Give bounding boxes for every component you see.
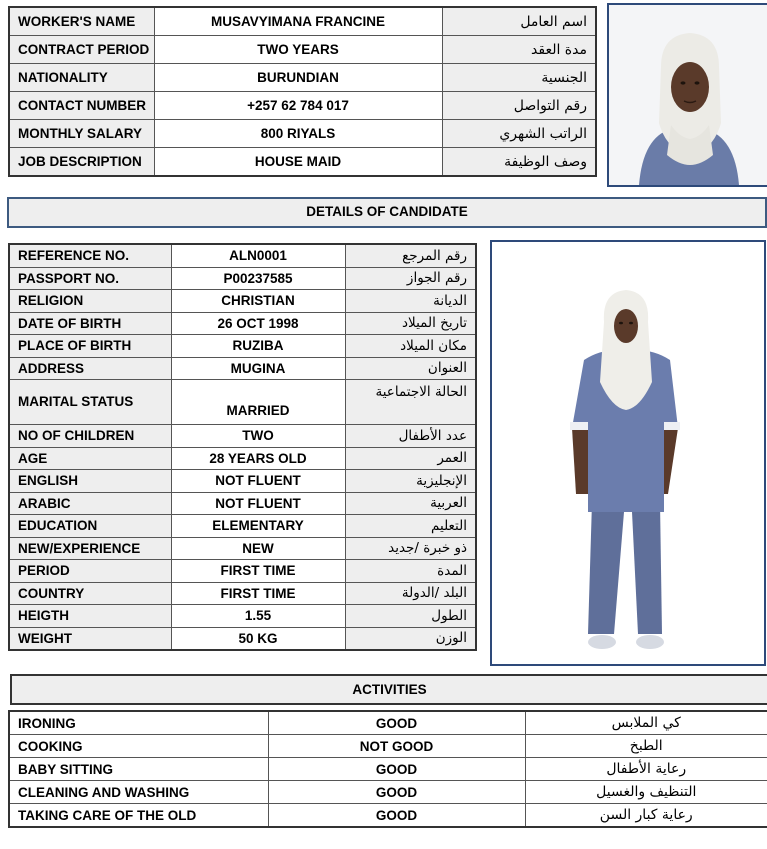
field-label: PLACE OF BIRTH (9, 335, 171, 358)
table-row (9, 781, 767, 804)
activity-label: COOKING (9, 735, 268, 758)
field-label-arabic: الوزن (345, 627, 476, 650)
table-row (9, 357, 476, 380)
field-value: TWO YEARS (154, 36, 442, 64)
activities-table (8, 710, 767, 828)
field-value: NEW (171, 537, 345, 560)
field-label-arabic: اسم العامل (442, 7, 596, 36)
activity-rating: GOOD (268, 711, 525, 735)
activity-label: CLEANING AND WASHING (9, 781, 268, 804)
field-label: MONTHLY SALARY (9, 120, 154, 148)
activities-header: ACTIVITIES (10, 674, 767, 705)
table-row (9, 605, 476, 628)
field-label: AGE (9, 447, 171, 470)
activity-label-arabic: التنظيف والغسيل (525, 781, 767, 804)
activity-label-arabic: رعاية كبار السن (525, 804, 767, 828)
field-value: 28 YEARS OLD (171, 447, 345, 470)
field-value: MARRIED (171, 380, 345, 425)
field-value: +257 62 784 017 (154, 92, 442, 120)
field-label-arabic: العربية (345, 492, 476, 515)
field-value: P00237585 (171, 267, 345, 290)
field-value: 50 KG (171, 627, 345, 650)
table-row (9, 447, 476, 470)
table-row (9, 7, 596, 36)
field-value: HOUSE MAID (154, 148, 442, 177)
field-value: CHRISTIAN (171, 290, 345, 313)
field-label-arabic: عدد الأطفال (345, 425, 476, 448)
field-label: NEW/EXPERIENCE (9, 537, 171, 560)
field-value: MUSAVYIMANA FRANCINE (154, 7, 442, 36)
field-label-arabic: الجنسية (442, 64, 596, 92)
table-row (9, 515, 476, 538)
field-label: CONTACT NUMBER (9, 92, 154, 120)
worker-summary-table (8, 6, 597, 177)
table-row (9, 582, 476, 605)
full-body-photo (490, 240, 766, 666)
field-value: BURUNDIAN (154, 64, 442, 92)
table-row (9, 92, 596, 120)
field-label: COUNTRY (9, 582, 171, 605)
table-row (9, 148, 596, 177)
field-label-arabic: الطول (345, 605, 476, 628)
field-value: ELEMENTARY (171, 515, 345, 538)
field-label-arabic: المدة (345, 560, 476, 583)
field-value: MUGINA (171, 357, 345, 380)
table-row (9, 380, 476, 425)
field-value: ALN0001 (171, 244, 345, 267)
field-label-arabic: العمر (345, 447, 476, 470)
field-value: 1.55 (171, 605, 345, 628)
field-label-arabic: تاريخ الميلاد (345, 312, 476, 335)
table-row (9, 470, 476, 493)
activity-rating: GOOD (268, 804, 525, 828)
field-label-arabic: البلد /الدولة (345, 582, 476, 605)
field-value: FIRST TIME (171, 582, 345, 605)
table-row (9, 244, 476, 267)
field-label: WEIGHT (9, 627, 171, 650)
details-of-candidate-header: DETAILS OF CANDIDATE (7, 197, 767, 228)
table-row (9, 627, 476, 650)
field-label-arabic: رقم التواصل (442, 92, 596, 120)
table-row (9, 64, 596, 92)
field-label: ENGLISH (9, 470, 171, 493)
activity-rating: NOT GOOD (268, 735, 525, 758)
field-label: WORKER'S NAME (9, 7, 154, 36)
field-label: ARABIC (9, 492, 171, 515)
candidate-details-table (8, 243, 477, 651)
table-row (9, 560, 476, 583)
field-label: NATIONALITY (9, 64, 154, 92)
activity-label: IRONING (9, 711, 268, 735)
field-label: HEIGTH (9, 605, 171, 628)
field-label: EDUCATION (9, 515, 171, 538)
table-row (9, 537, 476, 560)
field-label-arabic: رقم الجواز (345, 267, 476, 290)
table-row (9, 735, 767, 758)
field-label: PERIOD (9, 560, 171, 583)
field-value: NOT FLUENT (171, 492, 345, 515)
table-row (9, 492, 476, 515)
table-row (9, 267, 476, 290)
field-label: RELIGION (9, 290, 171, 313)
field-label-arabic: وصف الوظيفة (442, 148, 596, 177)
field-label-arabic: رقم المرجع (345, 244, 476, 267)
activity-label-arabic: كي الملابس (525, 711, 767, 735)
field-label: MARITAL STATUS (9, 380, 171, 425)
table-row (9, 290, 476, 313)
field-label-arabic: العنوان (345, 357, 476, 380)
table-row (9, 120, 596, 148)
field-label-arabic: مدة العقد (442, 36, 596, 64)
table-row (9, 758, 767, 781)
table-row (9, 711, 767, 735)
field-label: DATE OF BIRTH (9, 312, 171, 335)
field-label-arabic: الإنجليزية (345, 470, 476, 493)
field-label: PASSPORT NO. (9, 267, 171, 290)
activity-label-arabic: الطبخ (525, 735, 767, 758)
field-label-arabic: الديانة (345, 290, 476, 313)
field-label-arabic: الحالة الاجتماعية (345, 380, 476, 425)
table-row (9, 804, 767, 828)
field-label-arabic: ذو خبرة /جديد (345, 537, 476, 560)
full-body-photo-image (492, 242, 764, 664)
field-label: NO OF CHILDREN (9, 425, 171, 448)
table-row (9, 335, 476, 358)
field-value: 800 RIYALS (154, 120, 442, 148)
table-row (9, 425, 476, 448)
activity-label: TAKING CARE OF THE OLD (9, 804, 268, 828)
activity-label: BABY SITTING (9, 758, 268, 781)
table-row (9, 36, 596, 64)
activity-label-arabic: رعاية الأطفال (525, 758, 767, 781)
field-value: NOT FLUENT (171, 470, 345, 493)
field-label: REFERENCE NO. (9, 244, 171, 267)
field-label: JOB DESCRIPTION (9, 148, 154, 177)
field-value: TWO (171, 425, 345, 448)
activity-rating: GOOD (268, 758, 525, 781)
field-value: 26 OCT 1998 (171, 312, 345, 335)
activity-rating: GOOD (268, 781, 525, 804)
portrait-photo (607, 3, 767, 187)
portrait-photo-image (609, 5, 767, 185)
field-label-arabic: التعليم (345, 515, 476, 538)
field-label-arabic: مكان الميلاد (345, 335, 476, 358)
field-label: CONTRACT PERIOD (9, 36, 154, 64)
field-value: FIRST TIME (171, 560, 345, 583)
field-label: ADDRESS (9, 357, 171, 380)
table-row (9, 312, 476, 335)
field-label-arabic: الراتب الشهري (442, 120, 596, 148)
field-value: RUZIBA (171, 335, 345, 358)
